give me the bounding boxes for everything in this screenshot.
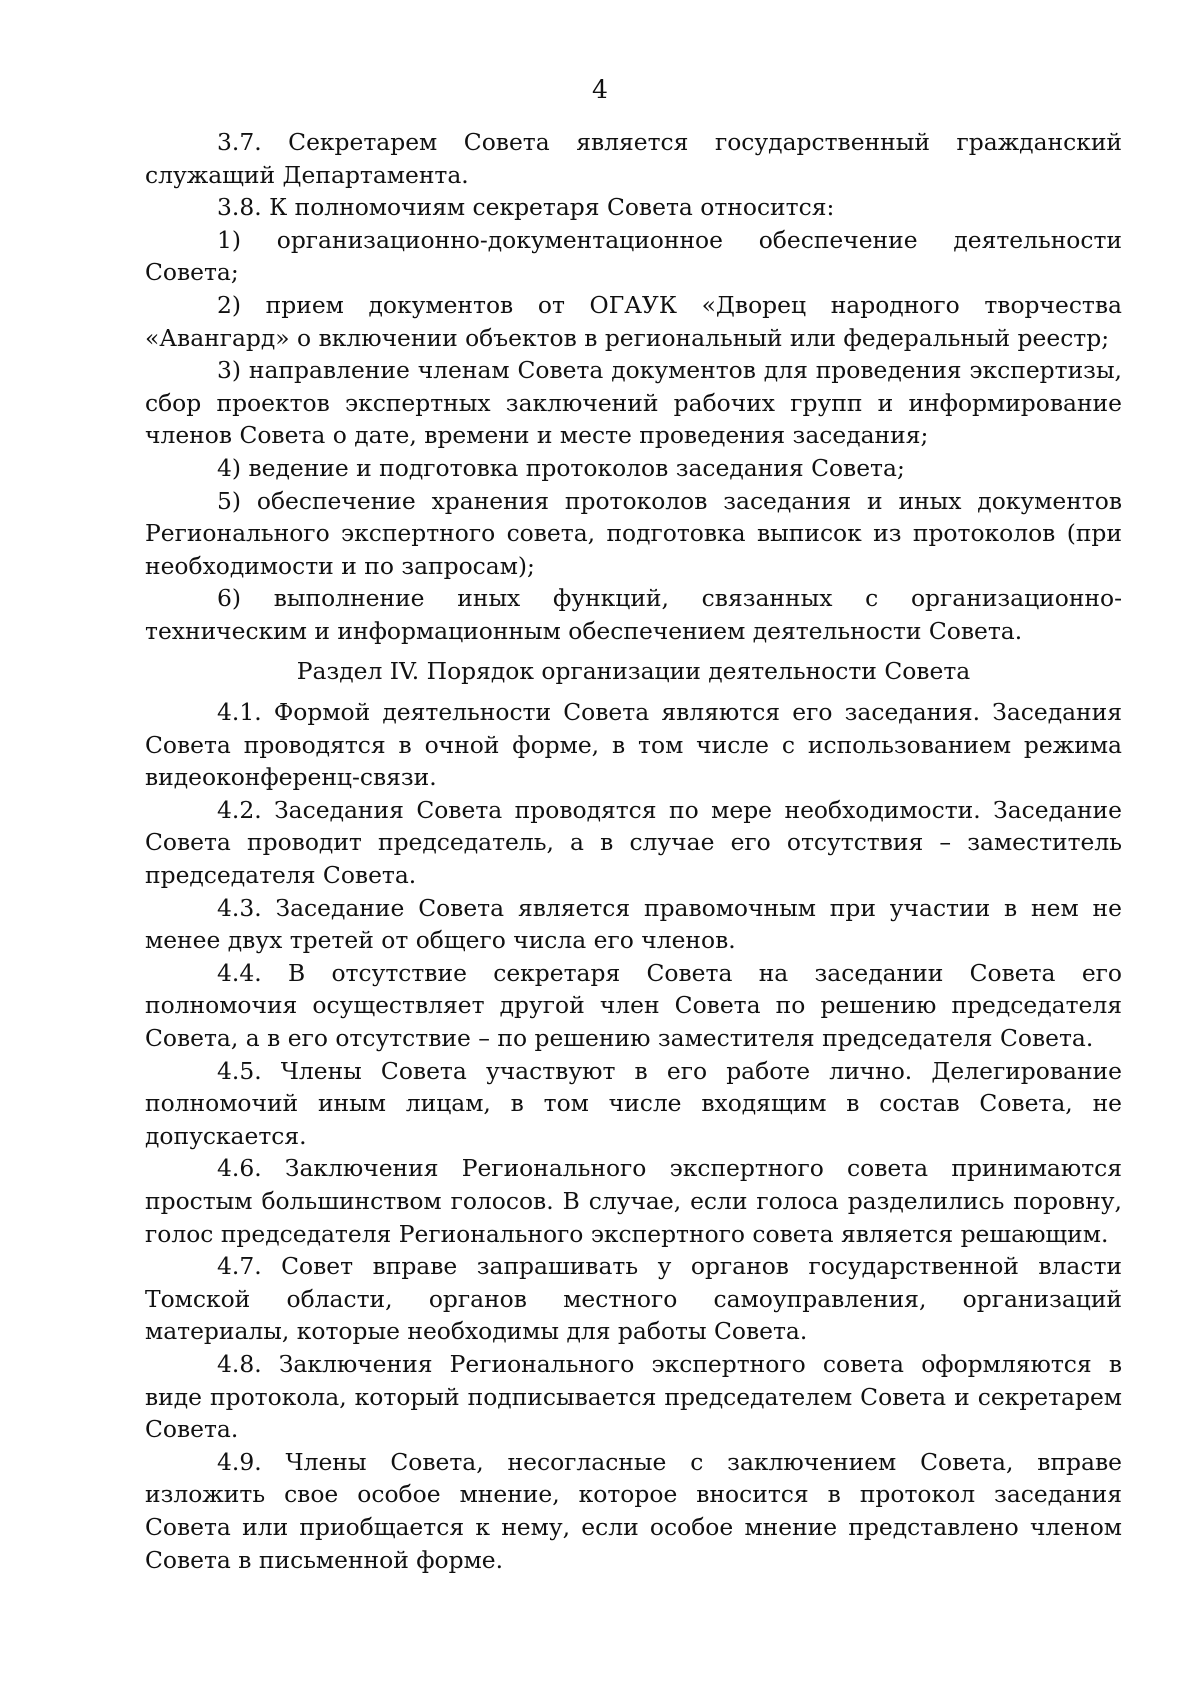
paragraph-4-6: 4.6. Заключения Регионального экспертного совета принимаются простым большинством голосов. В случае, если голоса разделились поровну, голос председателя Регионального экспертного совета является решающим. bbox=[145, 1154, 1122, 1248]
page-number: 4 bbox=[592, 75, 608, 104]
list-item-5: 5) обеспечение хранения протоколов заседания и иных документов Регионального экспертного совета, подготовка выписок из протоколов (при необходимости и по запросам); bbox=[145, 486, 1122, 580]
paragraph-4-9: 4.9. Члены Совета, несогласные с заключением Совета, вправе изложить свое особое мнение, которое вносится в протокол заседания Совета или приобщается к нему, если особое мнение представлено членом Совета в письменной форме. bbox=[145, 1447, 1122, 1574]
paragraph-4-1: 4.1. Формой деятельности Совета являются его заседания. Заседания Совета проводятся в очной форме, в том числе с использованием режима видеоконференц-связи. bbox=[145, 698, 1122, 792]
list-item-6: 6) выполнение иных функций, связанных с организационно-техническим и информационным обеспечением деятельности Совета. bbox=[145, 584, 1122, 645]
paragraph-3-8: 3.8. К полномочиям секретаря Совета относится: bbox=[217, 193, 835, 222]
list-item-1: 1) организационно-документационное обеспечение деятельности Совета; bbox=[145, 225, 1122, 287]
paragraph-4-4: 4.4. В отсутствие секретаря Совета на заседании Совета его полномочия осуществляет другой член Совета по решению председателя Совета, а в его отсутствие – по решению заместителя председателя Совета. bbox=[145, 958, 1122, 1053]
paragraph-4-8: 4.8. Заключения Регионального экспертного совета оформляются в виде протокола, который подписывается председателем Совета и секретарем Совета. bbox=[145, 1349, 1122, 1444]
section-heading: Раздел IV. Порядок организации деятельности Совета bbox=[296, 656, 971, 685]
paragraph-4-7: 4.7. Совет вправе запрашивать у органов государственной власти Томской области, органов местного самоуправления, организаций материалы, которые необходимы для работы Совета. bbox=[145, 1252, 1122, 1346]
paragraph-4-5: 4.5. Члены Совета участвуют в его работе лично. Делегирование полномочий иным лицам, в том числе входящим в состав Совета, не допускается. bbox=[145, 1056, 1122, 1150]
paragraph-4-2: 4.2. Заседания Совета проводятся по мере необходимости. Заседание Совета проводит председатель, а в случае его отсутствия – заместитель председателя Совета. bbox=[145, 795, 1122, 890]
paragraph-3-7: 3.7. Секретарем Совета является государственный гражданский служащий Департамента. bbox=[145, 128, 1122, 189]
list-item-2: 2) прием документов от ОГАУК «Дворец народного творчества «Авангард» о включении объектов в региональный или федеральный реестр; bbox=[145, 290, 1122, 352]
list-item-4: 4) ведение и подготовка протоколов заседания Совета; bbox=[217, 453, 905, 482]
document-body bbox=[145, 126, 1122, 1576]
list-item-3: 3) направление членам Совета документов для проведения экспертизы, сбор проектов экспертных заключений рабочих групп и информирование членов Совета о дате, времени и месте проведения заседания; bbox=[145, 356, 1122, 450]
paragraph-4-3: 4.3. Заседание Совета является правомочным при участии в нем не менее двух третей от общего числа его членов. bbox=[145, 893, 1122, 955]
